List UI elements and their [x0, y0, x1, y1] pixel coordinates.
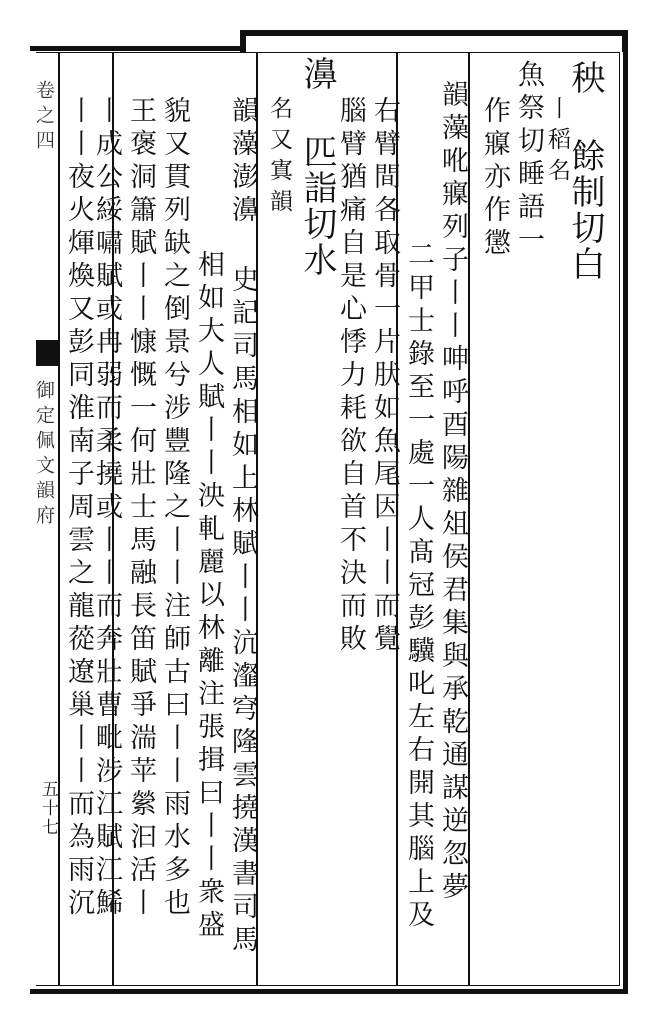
entry-column: 相如大人賦丨丨泱軋麗以林離注張揖曰丨丨衆盛 [193, 250, 224, 943]
entry-column: 韻藻澎濞 史記司馬相如上林賦丨丨沆瀣穹隆雲撓漢書司馬 [227, 96, 258, 958]
margin-text: 卷之四 [33, 80, 55, 155]
margin-subtitle: 御定佩文韻府 [33, 380, 55, 530]
entry-column: 作寱亦作懲 [479, 96, 510, 261]
entry-column: 二甲士錄至一處一人髙冠彭驥叱左右開其腦上及 [403, 240, 434, 933]
entry-column: 丨稻名 [544, 96, 570, 189]
entry-column: 右臂間各取骨一片肰如魚尾因丨丨而覺 [369, 96, 400, 657]
entry-column: 腦臂猶痛自是心悸力耗欲自首不決而敗 [335, 96, 366, 657]
page-number: 五十七 [38, 780, 58, 837]
entry-column: 韻藻吪寱列子丨丨呻呼酉陽雜俎侯君集與承乾通謀逆忽夢 [437, 80, 468, 905]
entry-column: 魚祭切睡語一 [513, 60, 544, 258]
entry-column: 王褒洞簫賦丨丨慷慨一何壯士馬融長笛賦爭湍苹縈汩活丨 [125, 96, 156, 921]
margin-block-marker [36, 340, 58, 366]
entry-column: 名又寘韻 [266, 96, 292, 220]
entry-column: 丨丨夜火煇煥又彭同淮南子周雲之龍蓯遼巢丨丨而為雨沉 [63, 96, 94, 921]
entry-column: 濞 匹詣切水 [297, 56, 337, 278]
entry-column: 丨成公綏嘯賦或冉弱而柔撓或丨丨而奔壯曹毗涉江賦江鯑 [91, 96, 122, 921]
entry-column: 貌又貫列缺之倒景兮涉豐隆之丨丨注師古曰丨丨雨水多也 [159, 96, 190, 921]
heading-tab-frame [240, 30, 628, 52]
column-rule [58, 52, 60, 986]
entry-column: 秧 餘制切白 [565, 60, 605, 282]
